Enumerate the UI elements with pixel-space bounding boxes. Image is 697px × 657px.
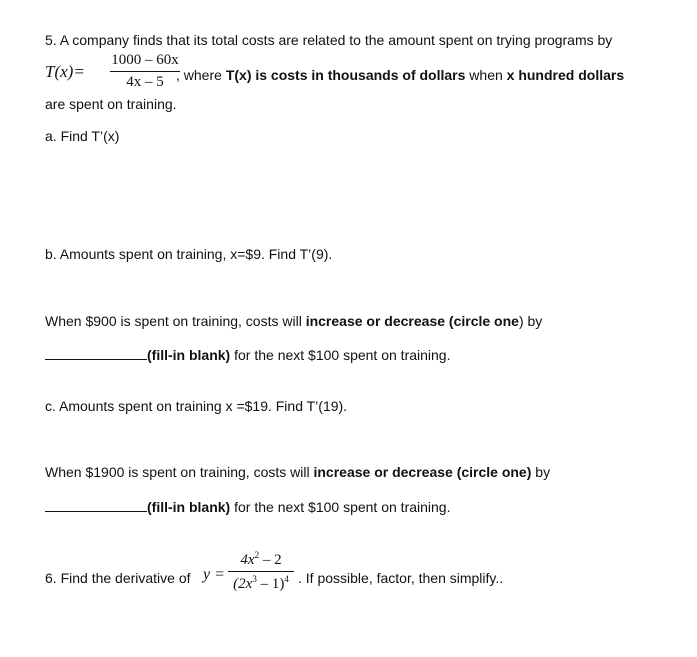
part-c-fill: (fill-in blank) for the next $100 spent on training. xyxy=(45,498,450,515)
fraction-bar xyxy=(110,71,180,72)
part-a: a. Find T’(x) xyxy=(45,128,120,144)
q6-denominator: $(2x^3 - 1)^4$ xyxy=(233,574,289,592)
fill-in-blank-c[interactable] xyxy=(45,498,147,512)
q6-fraction-bar xyxy=(228,571,294,572)
where-clause: , where T(x) is costs in thousands of dollars when x hundred dollars xyxy=(176,67,625,83)
fill-in-blank-b[interactable] xyxy=(45,346,147,360)
q6-y-equals: y = xyxy=(203,566,225,583)
q5-intro: 5. A company finds that its total costs are related to the amount spent on trying programs by xyxy=(45,32,613,48)
function-lhs: T(x)= xyxy=(45,62,85,81)
part-c: c. Amounts spent on training x =$19. Find T’(19). xyxy=(45,398,348,414)
part-b-when: When $900 is spent on training, costs will increase or decrease (circle one) by xyxy=(45,313,543,329)
fraction-denominator: 4x – 5 xyxy=(126,74,164,90)
part-c-when: When $1900 is spent on training, costs will increase or decrease (circle one) by xyxy=(45,464,551,480)
part-b-fill: (fill-in blank) for the next $100 spent on training. xyxy=(45,346,450,363)
q5-continuation: are spent on training. xyxy=(45,96,177,112)
q6-fraction xyxy=(228,550,294,593)
part-b: b. Amounts spent on training, x=$9. Find T’(9). xyxy=(45,246,333,262)
q6-instructions: . If possible, factor, then simplify.. xyxy=(298,570,504,586)
q6-prompt: 6. Find the derivative of xyxy=(45,570,191,586)
function-fraction xyxy=(110,52,180,91)
fraction-numerator: 1000 – 60x xyxy=(111,52,179,68)
q6-numerator: $4x^2 - 2$ xyxy=(240,550,282,568)
